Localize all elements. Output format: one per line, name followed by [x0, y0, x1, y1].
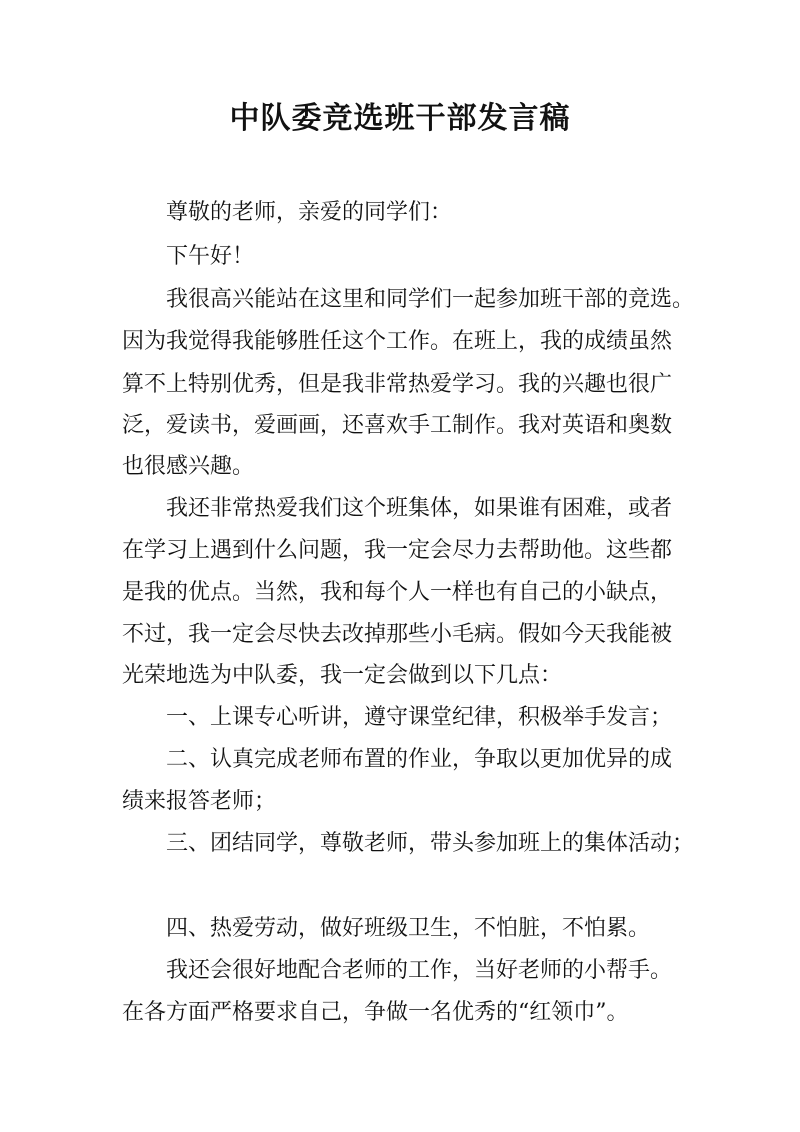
text-line: 是我的优点。当然，我和每个人一样也有自己的小缺点，	[122, 580, 673, 605]
text-line: 下午好！	[166, 244, 255, 269]
text-line: 泛，爱读书，爱画画，还喜欢手工制作。我对英语和奥数	[122, 413, 673, 438]
text-line: 因为我觉得我能够胜任这个工作。在班上，我的成绩虽然	[122, 329, 673, 354]
text-line: 四、热爱劳动，做好班级卫生，不怕脏，不怕累。	[166, 916, 651, 941]
text-line: 在学习上遇到什么问题，我一定会尽力去帮助他。这些都	[122, 538, 673, 563]
text-line: 绩来报答老师；	[122, 789, 277, 814]
text-line: 也很感兴趣。	[122, 454, 255, 479]
text-line: 我还会很好地配合老师的工作，当好老师的小帮手。	[166, 958, 673, 983]
document-title: 中队委竞选班干部发言稿	[229, 101, 571, 136]
text-line: 二、认真完成老师布置的作业，争取以更加优异的成	[166, 747, 673, 772]
text-line: 我还非常热爱我们这个班集体，如果谁有困难，或者	[166, 496, 673, 521]
text-line: 三、团结同学，尊敬老师，带头参加班上的集体活动；	[166, 831, 695, 856]
text-line: 在各方面严格要求自己，争做一名优秀的“红领巾”。	[122, 1000, 629, 1025]
text-line: 我很高兴能站在这里和同学们一起参加班干部的竞选。	[166, 287, 695, 312]
text-line: 不过，我一定会尽快去改掉那些小毛病。假如今天我能被	[122, 622, 673, 647]
text-line: 尊敬的老师，亲爱的同学们：	[166, 200, 453, 225]
text-line: 一、上课专心听讲，遵守课堂纪律，积极举手发言；	[166, 705, 673, 730]
text-line: 光荣地选为中队委，我一定会做到以下几点：	[122, 663, 563, 688]
text-line: 算不上特别优秀，但是我非常热爱学习。我的兴趣也很广	[122, 372, 673, 397]
